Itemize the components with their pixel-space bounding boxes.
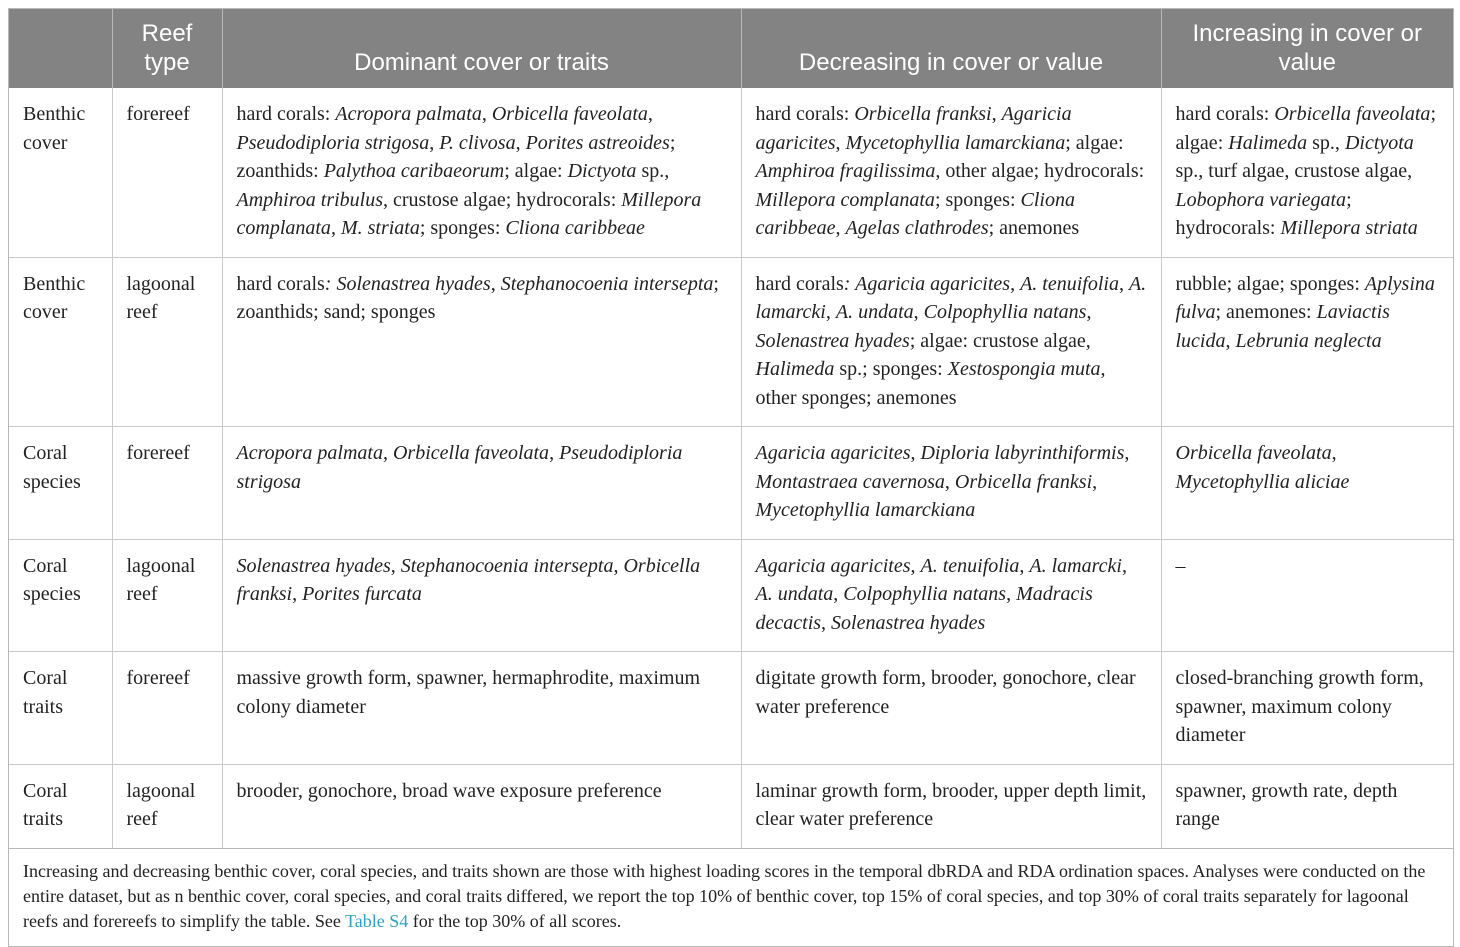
table-row bbox=[9, 257, 1453, 427]
species-name: P. clivosa bbox=[439, 131, 516, 154]
cell-text: , bbox=[913, 301, 924, 323]
cell-text: , bbox=[910, 442, 921, 464]
cell-decreasing bbox=[741, 88, 1161, 257]
cell-text: closed-branching growth form, spawner, maximum colony diameter bbox=[1175, 667, 1424, 746]
species-name: A. tenuifolia bbox=[920, 554, 1020, 577]
cell-dominant bbox=[222, 652, 741, 765]
species-name: Mycetophyllia aliciae bbox=[1175, 470, 1350, 493]
cell-reef-type: lagoonal reef bbox=[112, 764, 222, 848]
cell-text: , bbox=[481, 103, 492, 125]
species-name: Pseudodiploria strigosa bbox=[236, 131, 430, 154]
cell-text: , bbox=[944, 470, 955, 493]
species-name: Orbicella faveolata bbox=[491, 103, 648, 125]
cell-text: laminar growth form, brooder, upper depth limit, clear water preference bbox=[755, 779, 1147, 830]
species-name: : Agaricia agaricites bbox=[843, 272, 1011, 295]
cell-text: hard corals: bbox=[1175, 103, 1275, 125]
cell-text: , bbox=[1092, 470, 1098, 493]
species-name: Colpophyllia natans bbox=[923, 301, 1087, 323]
cell-text: , bbox=[515, 131, 526, 154]
cell-dominant bbox=[222, 539, 741, 652]
cell-text: , bbox=[835, 131, 846, 154]
species-name: Porites furcata bbox=[302, 583, 422, 605]
cell-increasing bbox=[1161, 652, 1453, 765]
cell-text: ; sponges: bbox=[934, 188, 1021, 211]
table-footnote bbox=[9, 848, 1453, 946]
cell-reef-type: lagoonal reef bbox=[112, 257, 222, 427]
cell-text: sp., bbox=[636, 160, 670, 182]
cell-text: , bbox=[821, 611, 832, 634]
species-name: Laviactis lucida bbox=[1175, 301, 1390, 352]
cell-decreasing bbox=[741, 257, 1161, 427]
species-name: A. undata bbox=[835, 301, 914, 323]
cell-text: , bbox=[647, 103, 653, 125]
cell-text: , bbox=[1124, 442, 1130, 464]
cell-category: Coral traits bbox=[9, 764, 112, 848]
cell-text: , bbox=[330, 217, 341, 239]
cell-text: sp., bbox=[1307, 131, 1345, 154]
table-row bbox=[9, 764, 1453, 848]
cell-text: , bbox=[1086, 301, 1092, 323]
results-table bbox=[9, 9, 1453, 848]
table-row bbox=[9, 652, 1453, 765]
cell-text: ; algae: crustose algae, bbox=[909, 329, 1091, 352]
cell-text: , bbox=[292, 583, 303, 605]
cell-increasing bbox=[1161, 88, 1453, 257]
table-body bbox=[9, 88, 1453, 848]
species-name: Orbicella franksi bbox=[854, 103, 992, 125]
cell-dominant bbox=[222, 88, 741, 257]
cell-text: , bbox=[1019, 554, 1030, 577]
cell-text: ; zoanthids; sand; sponges bbox=[236, 272, 719, 323]
species-name: Halimeda bbox=[755, 358, 835, 380]
species-name: Orbicella faveolata bbox=[392, 442, 550, 464]
cell-decreasing bbox=[741, 539, 1161, 652]
species-name: Stephanocoenia intersepta bbox=[500, 272, 714, 295]
cell-reef-type: forereef bbox=[112, 652, 222, 765]
cell-text: ; algae: bbox=[504, 160, 568, 182]
species-name: Pseudodiploria strigosa bbox=[236, 442, 683, 493]
cell-text: ; anemones bbox=[988, 217, 1080, 239]
species-name: Halimeda bbox=[1228, 131, 1308, 154]
species-name: A. undata bbox=[755, 583, 834, 605]
species-name: Agaricia agaricites bbox=[755, 554, 911, 577]
header-dominant: Dominant cover or traits bbox=[222, 9, 741, 88]
species-name: Xestospongia muta bbox=[947, 358, 1101, 380]
species-name: M. striata bbox=[340, 217, 420, 239]
species-name: Acropora palmata bbox=[335, 103, 482, 125]
species-name: Madracis decactis bbox=[755, 583, 1093, 634]
cell-text: , bbox=[910, 554, 921, 577]
species-name: Palythoa caribaeorum bbox=[323, 160, 505, 182]
cell-text: brooder, gonochore, broad wave exposure preference bbox=[236, 779, 662, 802]
cell-text: digitate growth form, brooder, gonochore, clear water preference bbox=[755, 667, 1136, 718]
species-name: Millepora striata bbox=[1280, 217, 1418, 239]
cell-text: – bbox=[1175, 554, 1186, 577]
cell-increasing bbox=[1161, 257, 1453, 427]
species-name: Agaricia agaricites bbox=[755, 442, 911, 464]
species-name: A. lamarcki bbox=[1029, 554, 1122, 577]
species-name: Cliona caribbeae bbox=[505, 217, 645, 239]
cell-text: , bbox=[1010, 272, 1021, 295]
species-name: Orbicella franksi bbox=[954, 470, 1093, 493]
footnote-text-before: Increasing and decreasing benthic cover, coral species, and traits shown are those with highest loading scores in the temporal dbRDA and RDA ordination spaces. Analyses were conducted on the entire dataset, but as n benthic cover, coral species, and coral traits differed, we report the top 10% of benthic cover, top 15% of coral species, and top 30% of coral traits separately for lagoonal reefs and forereefs to simplify the table. See bbox=[23, 860, 1426, 931]
species-name: Solenastrea hyades bbox=[755, 329, 910, 352]
cell-category: Coral species bbox=[9, 539, 112, 652]
cell-category: Benthic cover bbox=[9, 257, 112, 427]
cell-increasing bbox=[1161, 427, 1453, 540]
cell-text: , bbox=[833, 583, 844, 605]
cell-text: ; hydrocorals: bbox=[1175, 188, 1352, 239]
species-name: Lebrunia neglecta bbox=[1235, 329, 1382, 352]
footnote-text-after: for the top 30% of all scores. bbox=[408, 910, 622, 931]
cell-text: , bbox=[613, 554, 624, 577]
cell-text: , bbox=[991, 103, 1002, 125]
cell-text: hard corals: bbox=[755, 103, 855, 125]
species-name: Solenastrea hyades bbox=[831, 611, 986, 634]
species-name: Aplysina fulva bbox=[1175, 272, 1435, 323]
cell-text: , bbox=[382, 442, 393, 464]
cell-text: hard corals bbox=[236, 272, 325, 295]
header-increasing: Increasing in cover or value bbox=[1161, 9, 1453, 88]
species-name: Orbicella faveolata bbox=[1175, 442, 1332, 464]
header-category bbox=[9, 9, 112, 88]
species-name: Millepora complanata bbox=[236, 188, 702, 239]
species-name: Millepora complanata bbox=[755, 188, 935, 211]
cell-dominant bbox=[222, 257, 741, 427]
cell-category: Coral traits bbox=[9, 652, 112, 765]
species-name: Montastraea cavernosa bbox=[755, 470, 945, 493]
cell-text: , other algae; hydrocorals: bbox=[935, 160, 1145, 182]
cell-text: , bbox=[1331, 442, 1337, 464]
cell-text: ; sponges: bbox=[419, 217, 506, 239]
cell-text: ; algae: bbox=[1065, 131, 1124, 154]
header-decreasing: Decreasing in cover or value bbox=[741, 9, 1161, 88]
species-name: Amphiroa fragilissima bbox=[755, 160, 936, 182]
cell-text: , bbox=[1121, 554, 1127, 577]
cell-decreasing bbox=[741, 652, 1161, 765]
table-header-row bbox=[9, 9, 1453, 88]
cell-text: , bbox=[1225, 329, 1236, 352]
species-name: Agaricia agaricites bbox=[755, 103, 1072, 154]
cell-reef-type: forereef bbox=[112, 427, 222, 540]
cell-text: , bbox=[835, 217, 846, 239]
species-name: Dictyota bbox=[567, 160, 637, 182]
species-name: A. lamarcki bbox=[755, 272, 1147, 323]
table-row bbox=[9, 427, 1453, 540]
species-name: Porites astreoides bbox=[525, 131, 670, 154]
cell-dominant bbox=[222, 427, 741, 540]
cell-text: hard corals: bbox=[236, 103, 336, 125]
cell-text: , bbox=[1006, 583, 1017, 605]
table-s4-link[interactable]: Table S4 bbox=[345, 910, 409, 931]
cell-text: hard corals bbox=[755, 272, 844, 295]
cell-text: spawner, growth rate, depth range bbox=[1175, 779, 1398, 830]
cell-text: , bbox=[429, 131, 440, 154]
species-name: A. tenuifolia bbox=[1020, 272, 1119, 295]
cell-text: massive growth form, spawner, hermaphrodite, maximum colony diameter bbox=[236, 667, 701, 718]
species-name: Solenastrea hyades bbox=[236, 554, 391, 577]
cell-text: , bbox=[549, 442, 560, 464]
cell-dominant bbox=[222, 764, 741, 848]
cell-text: ; anemones: bbox=[1215, 301, 1317, 323]
species-name: Orbicella faveolata bbox=[1274, 103, 1431, 125]
cell-text: sp.; sponges: bbox=[834, 358, 948, 380]
species-name: Lobophora variegata bbox=[1175, 188, 1347, 211]
species-name: : Solenastrea hyades bbox=[324, 272, 491, 295]
species-name: Diploria labyrinthiformis bbox=[920, 442, 1125, 464]
cell-text: sp., turf algae, crustose algae, bbox=[1175, 160, 1413, 182]
species-name: Stephanocoenia intersepta bbox=[400, 554, 614, 577]
species-name: Cliona caribbeae bbox=[755, 188, 1075, 239]
species-name: Colpophyllia natans bbox=[843, 583, 1007, 605]
cell-text: rubble; algae; sponges: bbox=[1175, 272, 1365, 295]
cell-text: ; zoanthids: bbox=[236, 131, 676, 182]
cell-reef-type: lagoonal reef bbox=[112, 539, 222, 652]
species-name: Orbicella franksi bbox=[236, 554, 701, 605]
cell-text: , bbox=[1118, 272, 1129, 295]
cell-category: Benthic cover bbox=[9, 88, 112, 257]
cell-text: , bbox=[390, 554, 401, 577]
cell-text: , crustose algae; hydrocorals: bbox=[383, 188, 622, 211]
cell-decreasing bbox=[741, 427, 1161, 540]
cell-reef-type: forereef bbox=[112, 88, 222, 257]
species-name: Amphiroa tribulus bbox=[236, 188, 383, 211]
table-row bbox=[9, 88, 1453, 257]
cell-text: , other sponges; anemones bbox=[755, 358, 1106, 409]
table-row bbox=[9, 539, 1453, 652]
species-name: Mycetophyllia lamarckiana bbox=[845, 131, 1066, 154]
species-name: Agelas clathrodes bbox=[845, 217, 989, 239]
cell-increasing bbox=[1161, 764, 1453, 848]
species-name: Dictyota bbox=[1344, 131, 1414, 154]
results-table-container bbox=[8, 8, 1454, 947]
cell-category: Coral species bbox=[9, 427, 112, 540]
cell-decreasing bbox=[741, 764, 1161, 848]
cell-text: , bbox=[490, 272, 501, 295]
species-name: Acropora palmata bbox=[236, 442, 383, 464]
cell-text: , bbox=[825, 301, 836, 323]
cell-increasing bbox=[1161, 539, 1453, 652]
header-reef-type: Reef type bbox=[112, 9, 222, 88]
species-name: Mycetophyllia lamarckiana bbox=[755, 499, 976, 521]
cell-text: ; algae: bbox=[1175, 103, 1436, 154]
